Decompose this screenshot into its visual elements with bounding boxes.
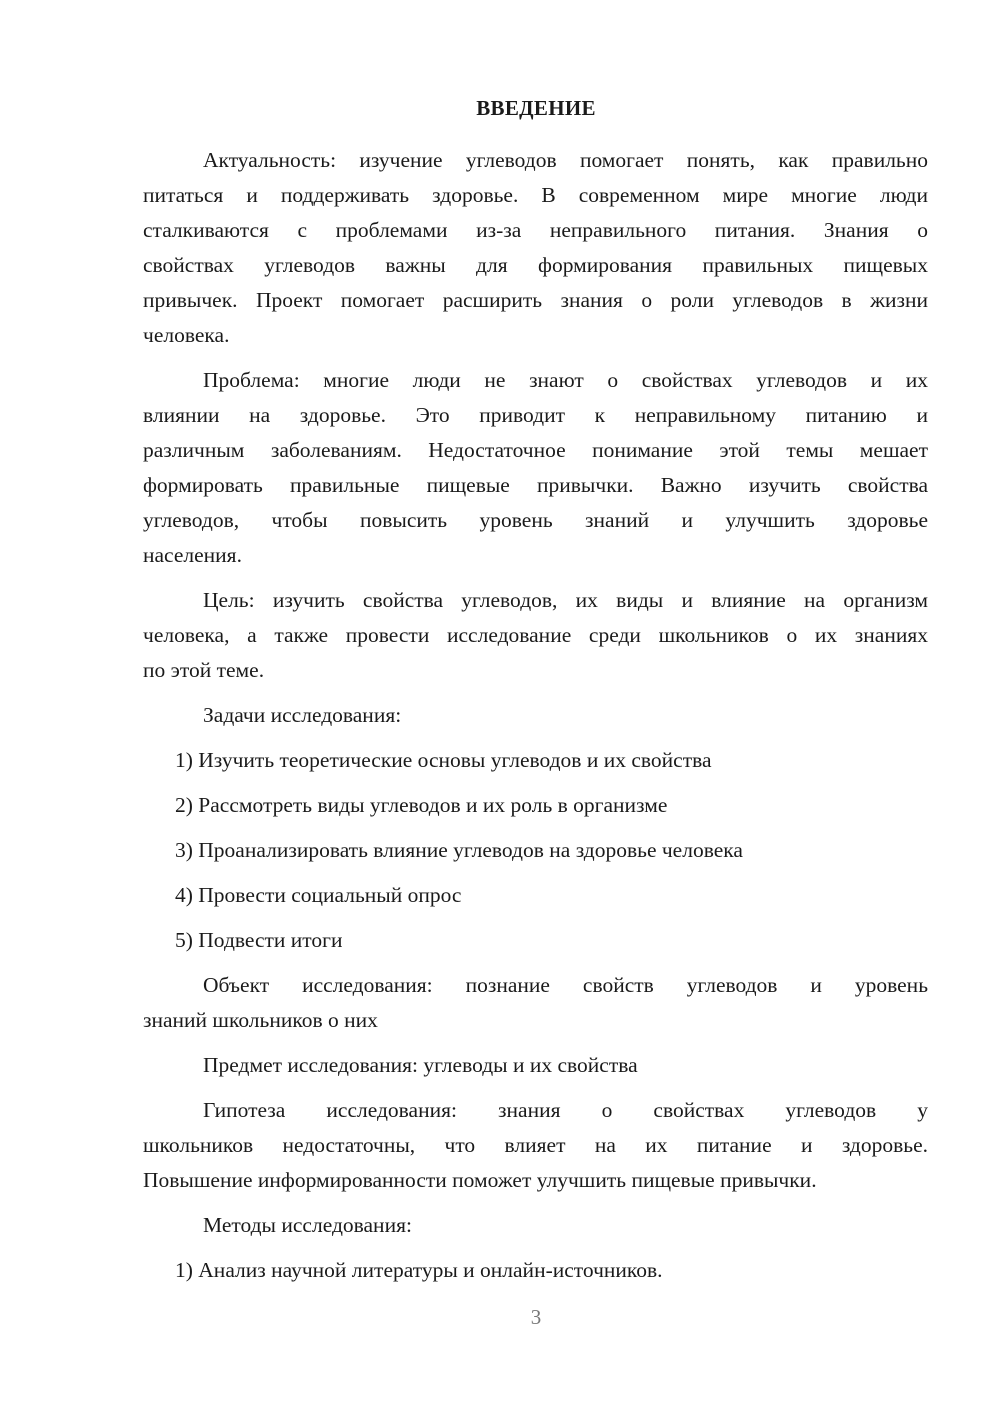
text-line: питаться и поддерживать здоровье. В современном мире многие люди: [143, 183, 928, 207]
text-line: 4) Провести социальный опрос: [175, 883, 462, 907]
section-title: ВВЕДЕНИЕ: [476, 96, 596, 120]
text-line: Актуальность: изучение углеводов помогает понять, как правильно: [203, 148, 928, 172]
text-line: Задачи исследования:: [203, 703, 402, 727]
text-line: населения.: [143, 543, 242, 567]
list-item: [143, 743, 928, 778]
text-line: человека.: [143, 323, 230, 347]
paragraph: [143, 143, 928, 353]
text-line: Гипотеза исследования: знания о свойствах углеводов у: [203, 1098, 928, 1122]
text-line: 5) Подвести итоги: [175, 928, 343, 952]
paragraph: [143, 968, 928, 1038]
text-line: по этой теме.: [143, 658, 265, 682]
text-line: Объект исследования: познание свойств углеводов и уровень: [203, 973, 928, 997]
list-item: [143, 788, 928, 823]
text-line: человека, а также провести исследование среди школьников о их знаниях: [143, 623, 928, 647]
list-item: [143, 1253, 928, 1288]
text-line: 3) Проанализировать влияние углеводов на здоровье человека: [175, 838, 743, 862]
text-line: 1) Изучить теоретические основы углеводов и их свойства: [175, 748, 712, 772]
paragraph: [143, 363, 928, 573]
list-item: [143, 878, 928, 913]
text-line: сталкиваются с проблемами из-за неправильного питания. Знания о: [143, 218, 928, 242]
text-line: формировать правильные пищевые привычки. Важно изучить свойства: [143, 473, 928, 497]
text-line: 1) Анализ научной литературы и онлайн-источников.: [175, 1258, 663, 1282]
text-line: знаний школьников о них: [143, 1008, 378, 1032]
text-line: Повышение информированности поможет улучшить пищевые привычки.: [143, 1168, 817, 1192]
text-line: свойствах углеводов важны для формирования правильных пищевых: [143, 253, 928, 277]
text-line: привычек. Проект помогает расширить знания о роли углеводов в жизни: [143, 288, 928, 312]
paragraph: [143, 583, 928, 688]
document-body: [143, 143, 928, 1298]
text-line: Цель: изучить свойства углеводов, их виды и влияние на организм: [203, 588, 928, 612]
text-line: 2) Рассмотреть виды углеводов и их роль в организме: [175, 793, 668, 817]
text-line: Методы исследования:: [203, 1213, 412, 1237]
paragraph: [143, 1093, 928, 1198]
list-item: [143, 833, 928, 868]
text-line: влиянии на здоровье. Это приводит к неправильному питанию и: [143, 403, 928, 427]
paragraph: [143, 1048, 928, 1083]
text-line: Предмет исследования: углеводы и их свойства: [203, 1053, 638, 1077]
page-number: 3: [530, 1305, 542, 1329]
text-line: школьников недостаточны, что влияет на их питание и здоровье.: [143, 1133, 928, 1157]
paragraph: [143, 698, 928, 733]
paragraph: [143, 1208, 928, 1243]
text-line: углеводов, чтобы повысить уровень знаний и улучшить здоровье: [143, 508, 928, 532]
list-item: [143, 923, 928, 958]
text-line: Проблема: многие люди не знают о свойствах углеводов и их: [203, 368, 928, 392]
text-line: различным заболеваниям. Недостаточное понимание этой темы мешает: [143, 438, 928, 462]
